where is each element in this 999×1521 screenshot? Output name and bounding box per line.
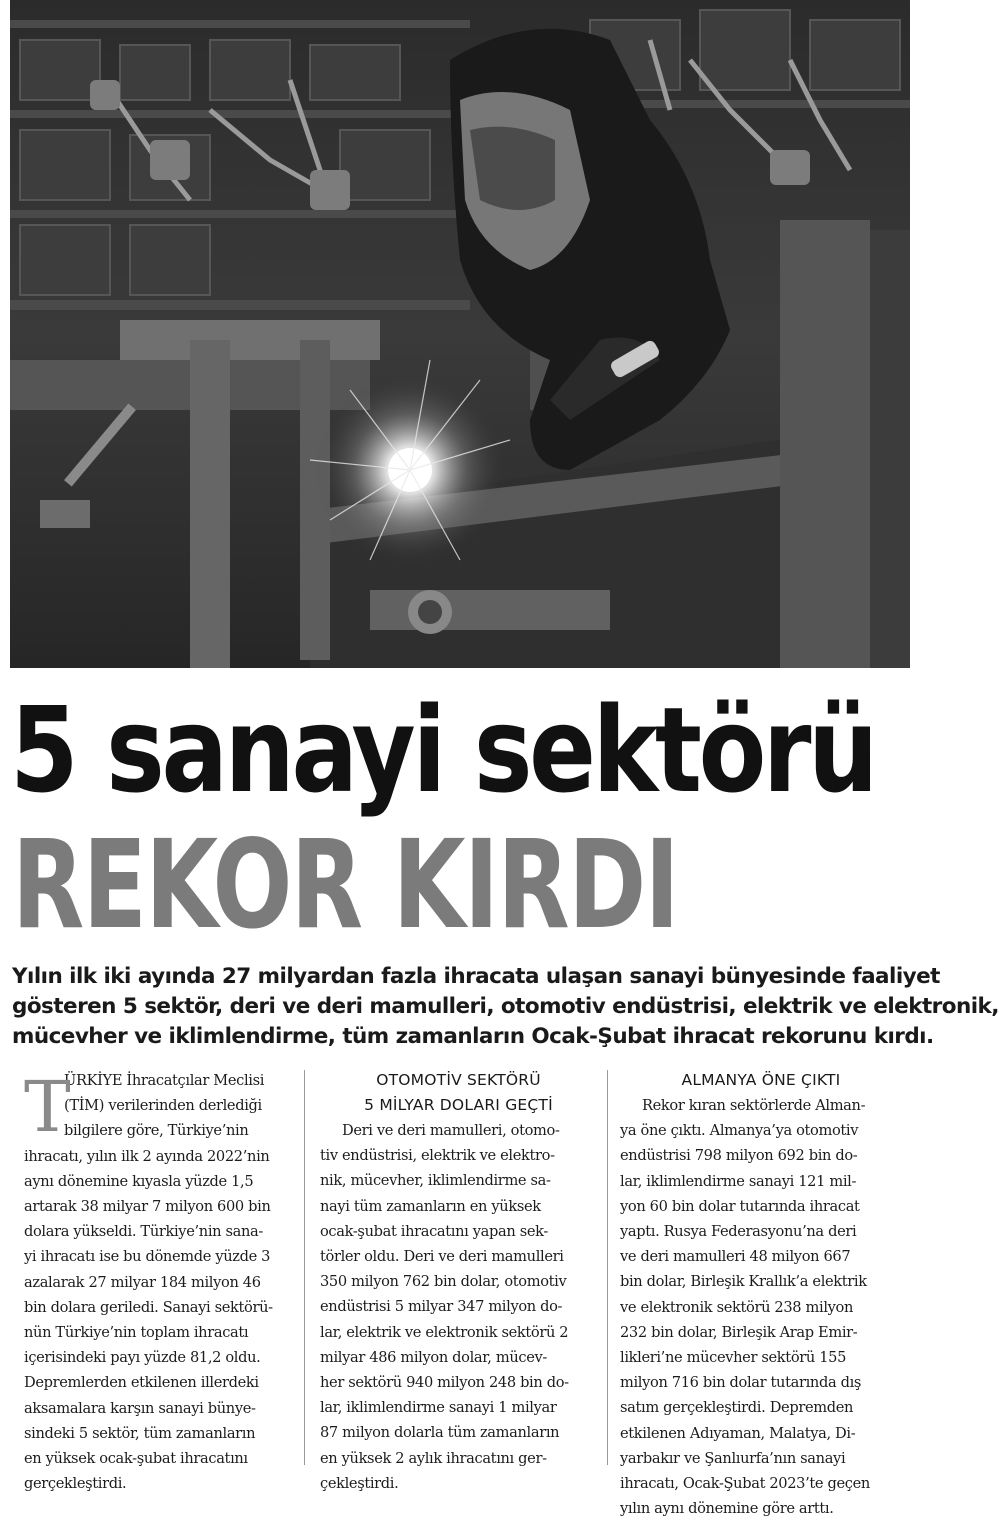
article-column-3 [616,1068,906,1521]
column-divider [607,1070,608,1465]
body-line: lar, iklimlendirme sanayi 121 mil- [620,1172,857,1190]
article-column-1 [24,1068,296,1496]
lead-line: mücevher ve iklimlendirme, tüm zamanların Ocak-Şubat ihracat rekorunu kırdı. [12,1024,934,1049]
welding-photo [10,0,910,668]
body-line: azalarak 27 milyar 184 milyon 46 [24,1273,261,1291]
body-line: 232 bin dolar, Birleşik Arap Emir- [620,1323,858,1341]
subheading-line: ALMANYA ÖNE ÇIKTI [681,1071,841,1089]
body-line: Rekor kıran sektörlerde Alman- [642,1097,866,1114]
body-line: yaptı. Rusya Federasyonu’na deri [620,1223,857,1241]
body-line: lar, iklimlendirme sanayi 1 milyar [320,1399,557,1417]
body-line: 87 milyon dolarla tüm zamanların [320,1424,560,1442]
body-line: artarak 38 milyar 7 milyon 600 bin [24,1198,271,1216]
body-line: bin dolara geriledi. Sanayi sektörü- [24,1298,273,1316]
body-line: çekleştirdi. [320,1474,399,1492]
body-line: (TİM) verilerinden derlediği [64,1097,262,1115]
lead-paragraph [12,962,999,1052]
body-line: Depremlerden etkilenen illerdeki [24,1374,259,1392]
body-line: her sektörü 940 milyon 248 bin do- [320,1374,569,1392]
body-line: ihracatı, Ocak-Şubat 2023’te geçen [620,1475,870,1493]
body-line: likleri’ne mücevher sektörü 155 [620,1349,847,1367]
subheading-line: OTOMOTİV SEKTÖRÜ [376,1071,541,1089]
body-line: gerçekleştirdi. [24,1475,127,1493]
body-line: bilgilere göre, Türkiye’nin [64,1122,249,1140]
body-line: aksamalara karşın sanayi bünye- [24,1399,256,1417]
body-line: ÜRKİYE İhracatçılar Meclisi [64,1072,265,1089]
lead-line: Yılın ilk iki ayında 27 milyardan fazla ihracata ulaşan sanayi bünyesinde faaliyet [12,964,940,989]
body-line: ya öne çıktı. Almanya’ya otomotiv [620,1122,859,1140]
body-line: etkilenen Adıyaman, Malatya, Di- [620,1424,856,1442]
body-line: törler oldu. Deri ve deri mamulleri [320,1248,564,1266]
column-divider [304,1070,305,1465]
drop-cap: T [24,1066,71,1148]
body-line: nik, mücevher, iklimlendirme sa- [320,1172,551,1190]
body-line: yarbakır ve Şanlıurfa’nın sanayi [620,1449,846,1467]
body-line: ihracatı, yılın ilk 2 ayında 2022’nin [24,1147,270,1165]
lead-line: gösteren 5 sektör, deri ve deri mamulleri, otomotiv endüstrisi, elektrik ve elektronik, [12,994,999,1019]
article-column-2 [316,1068,601,1496]
body-line: Deri ve deri mamulleri, otomo- [342,1122,560,1139]
body-line: 350 milyon 762 bin dolar, otomotiv [320,1273,567,1291]
body-line: sindeki 5 sektör, tüm zamanların [24,1424,256,1442]
body-line: bin dolar, Birleşik Krallık’a elektrik [620,1273,867,1291]
headline-line-2: REKOR KIRDI [12,814,679,956]
body-line: yi ihracatı ise bu dönemde yüzde 3 [24,1248,271,1266]
subheading-line: 5 MİLYAR DOLARI GEÇTİ [364,1096,553,1114]
body-line: dolara yükseldi. Türkiye’nin sana- [24,1223,263,1241]
body-line: nün Türkiye’nin toplam ihracatı [24,1324,249,1342]
body-line: ve deri mamulleri 48 milyon 667 [620,1248,851,1266]
body-line: içerisindeki payı yüzde 81,2 oldu. [24,1349,261,1367]
body-line: ve elektronik sektörü 238 milyon [620,1298,854,1316]
body-line: en yüksek 2 aylık ihracatını ger- [320,1449,547,1467]
body-line: tiv endüstrisi, elektrik ve elektro- [320,1147,555,1165]
body-line: lar, elektrik ve elektronik sektörü 2 [320,1323,569,1341]
body-line: yon 60 bin dolar tutarında ihracat [620,1197,860,1215]
subheading-almanya [616,1068,906,1093]
body-line: yılın aynı dönemine göre arttı. [620,1500,834,1518]
subheading-otomotiv [316,1068,601,1118]
body-line: aynı dönemine kıyasla yüzde 1,5 [24,1172,254,1190]
body-line: endüstrisi 5 milyar 347 milyon do- [320,1298,563,1316]
body-line: nayi tüm zamanların en yüksek [320,1197,541,1215]
body-line: ocak-şubat ihracatını yapan sek- [320,1222,548,1240]
body-line: en yüksek ocak-şubat ihracatını [24,1450,248,1468]
body-line: endüstrisi 798 milyon 692 bin do- [620,1147,858,1165]
body-line: milyar 486 milyon dolar, mücev- [320,1348,547,1366]
body-line: satım gerçekleştirdi. Depremden [620,1399,854,1417]
body-line: milyon 716 bin dolar tutarında dış [620,1374,862,1392]
headline-line-1: 5 sanayi sektörü [10,681,875,819]
